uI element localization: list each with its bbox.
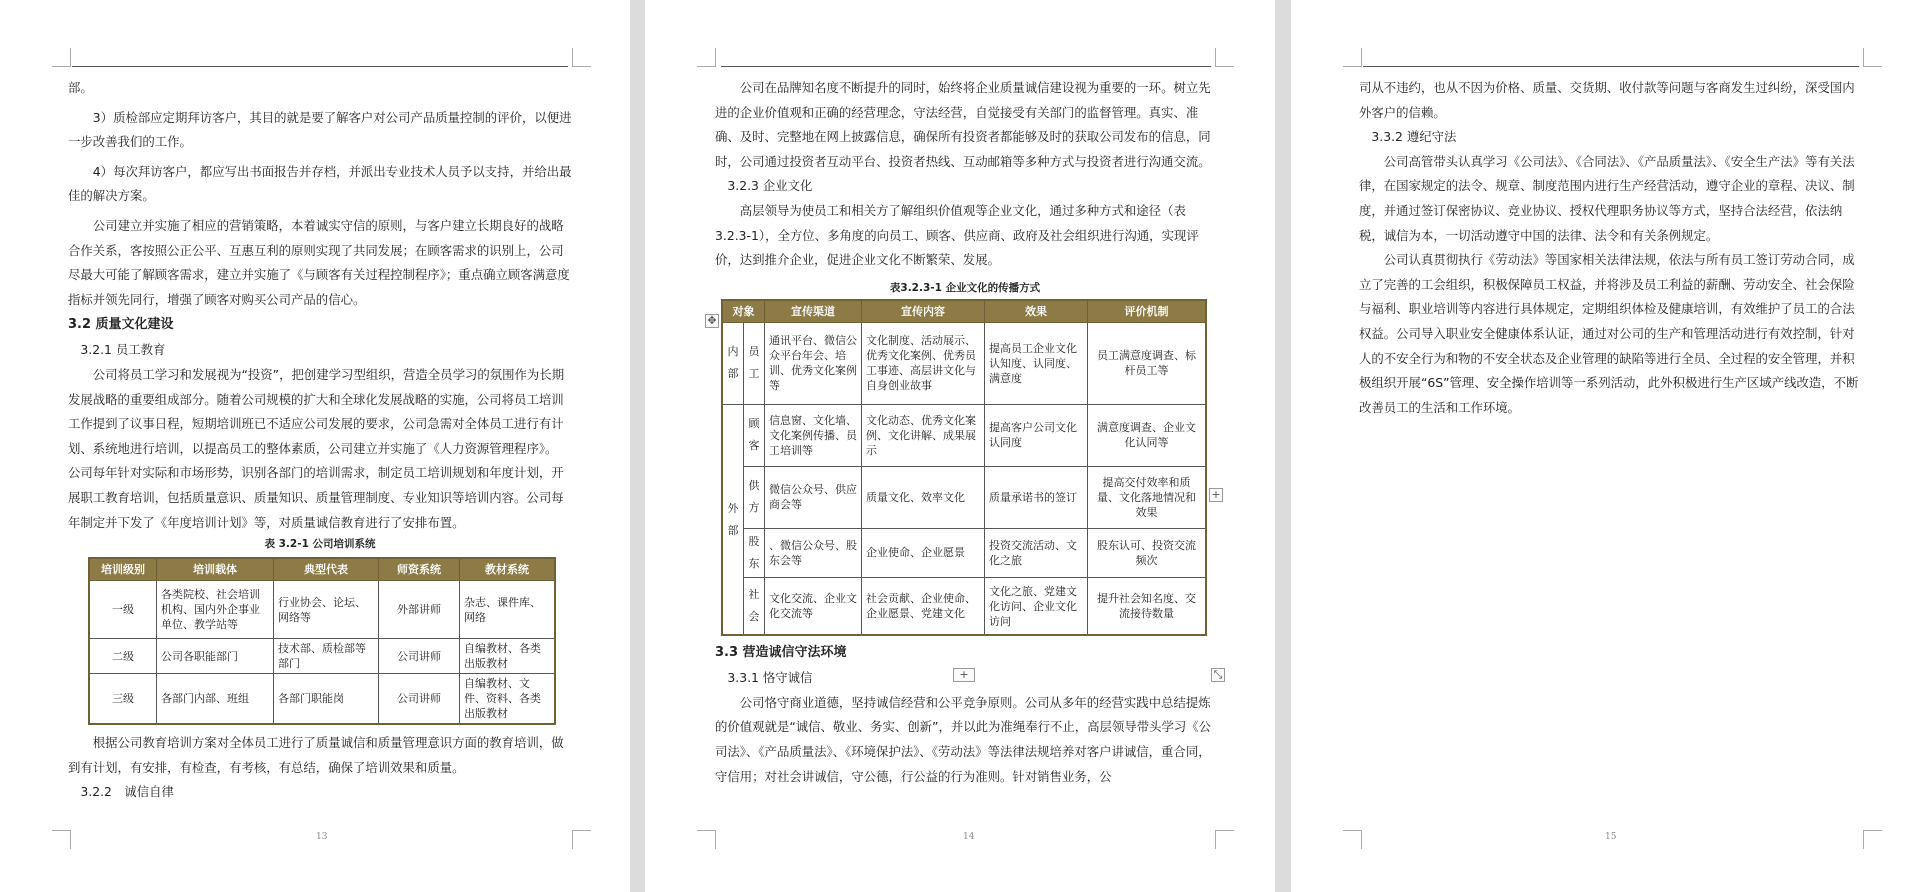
table-row	[89, 674, 555, 725]
page-body	[715, 76, 1215, 789]
page-number: 15	[1605, 832, 1617, 842]
paragraph: 3）质检部应定期拜访客户，其目的就是要了解客户对公司产品质量控制的评价，以便进一步改善我们的工作。	[68, 109, 572, 150]
table-header-cell: 师资系统	[379, 558, 460, 581]
table-cell: 通讯平台、微信公众平台年会、培训、优秀文化案例等	[765, 322, 862, 404]
table-resize-handle-icon[interactable]: ⤡	[1211, 668, 1225, 682]
table-header-cell: 效果	[985, 300, 1088, 323]
header-line	[72, 66, 568, 67]
table-header-cell: 宣传渠道	[765, 300, 862, 323]
crop-mark	[572, 48, 591, 67]
table-cell: 自编教材、各类出版教材	[460, 639, 556, 674]
table-cell: 自编教材、文件、资料、各类出版教材	[460, 674, 556, 725]
culture-spread-table	[721, 299, 1207, 637]
object-cell: 股东	[744, 528, 765, 577]
paragraph: 司从不违约，也从不因为价格、质量、交货期、收付款等问题与客商发生过纠纷，深受国内外客户的信赖。	[1359, 80, 1855, 120]
table-cell: 提高员工企业文化认知度、认同度、满意度	[985, 322, 1088, 404]
table-cell: 技术部、质检部等部门	[274, 639, 379, 674]
paragraph: 公司建立并实施了相应的营销策略，本着诚实守信的原则，与客户建立长期良好的战略合作关系，客按照公正公平、互惠互利的原则实现了共同发展；在顾客需求的识别上，公司尽最大可能了解顾客需求，建立并实施了《与顾客有关过程控制程序》；重点确立顾客满意度指标并领先同行，增强了顾客对购买公司产品的信心。	[68, 217, 570, 307]
crop-mark	[572, 830, 591, 849]
object-cell: 社会	[744, 577, 765, 635]
section-heading: 3.2 质量文化建设	[68, 317, 174, 333]
table-row	[722, 466, 1206, 528]
table-header-cell: 典型代表	[274, 558, 379, 581]
table-header-cell: 对象	[722, 300, 765, 323]
paragraph: 部。	[68, 80, 93, 95]
table-insert-column-icon[interactable]: +	[1209, 488, 1223, 502]
crop-mark	[1215, 48, 1234, 67]
object-cell: 供方	[744, 466, 765, 528]
table-header-cell: 宣传内容	[862, 300, 985, 323]
document-page-14	[645, 0, 1275, 892]
group-cell-external: 外部	[722, 404, 744, 635]
table-cell: 一级	[89, 581, 157, 639]
table-cell: 杂志、课件库、网络	[460, 581, 556, 639]
subsection-heading: 3.2.3 企业文化	[727, 178, 813, 194]
crop-mark	[697, 48, 716, 67]
table-cell: 公司讲师	[379, 639, 460, 674]
table-cell: 公司各职能部门	[157, 639, 274, 674]
table-cell: 企业使命、企业愿景	[862, 528, 985, 577]
table-cell: 行业协会、论坛、网络等	[274, 581, 379, 639]
table-cell: 质量文化、效率文化	[862, 466, 985, 528]
paragraph: 公司认真贯彻执行《劳动法》等国家相关法律法规，依法与所有员工签订劳动合同，成立了完善的工会组织，积极保障员工权益，并将涉及员工利益的薪酬、劳动安全、社会保险与福利、职业培训等内容进行具体规定，定期组织体检及健康培训，有效维护了员工的合法权益。公司导入职业安全健康体系认证，通过对公司的生产和管理活动进行有效控制，针对人的不安全行为和物的不安全状态及企业管理的缺陷等进行全员、全过程的安全管理，并积极组织开展“6S”管理、安全操作培训等一系列活动，此外积极进行生产区域产线改造，不断改善员工的生活和工作环境。	[1359, 252, 1859, 415]
subsection-heading: 3.3.2 遵纪守法	[1371, 129, 1457, 145]
table-cell: 提高交付效率和质量、文化落地情况和效果	[1088, 466, 1207, 528]
table-cell: 文化动态、优秀文化案例、文化讲解、成果展示	[862, 404, 985, 466]
group-cell-internal: 内部	[722, 322, 744, 404]
crop-mark	[1863, 830, 1882, 849]
table-cell: 社会贡献、企业使命、企业愿景、党建文化	[862, 577, 985, 635]
document-page-15	[1291, 0, 1920, 892]
subsection-heading: 3.3.1 恪守诚信	[727, 670, 813, 686]
table-header-cell: 评价机制	[1088, 300, 1207, 323]
paragraph: 公司将员工学习和发展视为“投资”，把创建学习型组织，营造全员学习的氛围作为长期发展战略的重要组成部分。随着公司规模的扩大和全球化发展战略的实施，公司将员工培训工作提到了议事日程，短期培训班已不适应公司发展的要求，公司急需对全体员工进行有计划、系统地进行培训，以提高员工的整体素质，公司建立并实施了《人力资源管理程序》。 公司每年针对实际和市场形势，识别各部门的培训需求，制定员工培训规划和年度计划，开展职工教育培训，包括质量意识、质量知识、质量管理制度、专业知识等培训内容。公司每年制定并下发了《年度培训计划》等，对质量诚信教育进行了安排布置。	[68, 366, 565, 530]
section-heading: 3.3 营造诚信守法环境	[715, 645, 847, 661]
table-row	[89, 581, 555, 639]
paragraph: 高层领导为使员工和相关方了解组织价值观等企业文化，通过多种方式和途径（表3.2.3-1），全方位、多角度的向员工、顾客、供应商、政府及社会组织进行沟通，实现评价，达到推介企业，促进企业文化不断繁荣、发展。	[715, 202, 1199, 268]
table-move-handle-icon[interactable]: ✥	[705, 314, 719, 328]
paragraph: 公司高管带头认真学习《公司法》、《合同法》、《产品质量法》、《安全生产法》等有关法律，在国家规定的法令、规章、制度范围内进行生产经营活动，遵守企业的章程、决议、制度，并通过签订保密协议、竞业协议、授权代理职务协议等方式，坚持合法经营，依法纳税，诚信为本，一切活动遵守中国的法律、法令和有关条例规定。	[1359, 153, 1855, 243]
paragraph: 根据公司教育培训方案对全体员工进行了质量诚信和质量管理意识方面的教育培训，做到有计划，有安排，有检查，有考核，有总结，确保了培训效果和质量。	[68, 735, 564, 775]
table-cell: 、微信公众号、股东会等	[765, 528, 862, 577]
subsection-heading: 3.2.2 诚信自律	[80, 784, 174, 800]
table-row	[722, 404, 1206, 466]
table-cell: 微信公众号、供应商会等	[765, 466, 862, 528]
table-caption: 表3.2.3-1 企业文化的传播方式	[889, 281, 1041, 294]
page-body	[68, 76, 572, 805]
training-system-table	[88, 557, 556, 725]
page-number: 13	[316, 832, 328, 842]
table-cell: 各部门内部、班组	[157, 674, 274, 725]
table-row	[722, 528, 1206, 577]
document-page-13	[0, 0, 630, 892]
table-cell: 公司讲师	[379, 674, 460, 725]
page-body	[1359, 76, 1863, 420]
table-cell: 文化制度、活动展示、优秀文化案例、优秀员工事迹、高层讲文化与自身创业故事	[862, 322, 985, 404]
table-row	[722, 577, 1206, 635]
table-cell: 信息窗、文化墙、文化案例传播、员工培训等	[765, 404, 862, 466]
crop-mark	[1343, 830, 1362, 849]
crop-mark	[1343, 48, 1362, 67]
table-caption: 表 3.2-1 公司培训系统	[264, 538, 376, 551]
header-line	[721, 66, 1211, 67]
table-cell: 满意度调查、企业文化认同等	[1088, 404, 1207, 466]
object-cell: 员工	[744, 322, 765, 404]
crop-mark	[1863, 48, 1882, 67]
paragraph: 公司在品牌知名度不断提升的同时，始终将企业质量诚信建设视为重要的一环。树立先进的企业价值观和正确的经营理念，守法经营，自觉接受有关部门的监督管理。真实、准确、及时、完整地在网上披露信息，确保所有投资者都能够及时的获取公司发布的信息，同时，公司通过投资者互动平台、投资者热线、互动邮箱等多种方式与投资者进行沟通交流。	[715, 80, 1211, 169]
table-cell: 提高客户公司文化认同度	[985, 404, 1088, 466]
table-cell: 员工满意度调查、标杆员工等	[1088, 322, 1207, 404]
table-header-row	[89, 558, 555, 581]
table-cell: 三级	[89, 674, 157, 725]
header-line	[1363, 66, 1859, 67]
table-cell: 文化交流、企业文化交流等	[765, 577, 862, 635]
crop-mark	[52, 48, 71, 67]
crop-mark	[1215, 830, 1234, 849]
object-cell: 顾客	[744, 404, 765, 466]
table-header-cell: 培训载体	[157, 558, 274, 581]
table-cell: 投资交流活动、文化之旅	[985, 528, 1088, 577]
table-cell: 外部讲师	[379, 581, 460, 639]
table-header-cell: 培训级别	[89, 558, 157, 581]
table-header-cell: 教材系统	[460, 558, 556, 581]
table-insert-row-icon[interactable]: +	[953, 668, 975, 682]
table-row	[89, 639, 555, 674]
table-header-row	[722, 300, 1206, 323]
table-cell: 质量承诺书的签订	[985, 466, 1088, 528]
table-row	[722, 322, 1206, 404]
subsection-heading: 3.2.1 员工教育	[80, 342, 166, 358]
table-cell: 二级	[89, 639, 157, 674]
table-cell: 提升社会知名度、交流接待数量	[1088, 577, 1207, 635]
table-cell: 各部门职能岗	[274, 674, 379, 725]
table-cell: 股东认可、投资交流频次	[1088, 528, 1207, 577]
crop-mark	[697, 830, 716, 849]
paragraph: 4）每次拜访客户，都应写出书面报告并存档，并派出专业技术人员予以支持，并给出最佳的解决方案。	[68, 163, 572, 204]
table-cell: 文化之旅、党建文化访问、企业文化访问	[985, 577, 1088, 635]
crop-mark	[52, 830, 71, 849]
paragraph: 公司恪守商业道德，坚持诚信经营和公平竞争原则。公司从多年的经营实践中总结提炼的价值观就是“诚信、敬业、务实、创新”，并以此为准绳奉行不止，高层领导带头学习《公司法》、《产品质量法》、《环境保护法》、《劳动法》等法律法规培养对客户讲诚信，重合同，守信用；对社会讲诚信，守公德，行公益的行为准则。针对销售业务，公	[715, 694, 1212, 784]
table-cell: 各类院校、社会培训机构、国内外企事业单位、教学站等	[157, 581, 274, 639]
page-number: 14	[963, 832, 975, 842]
